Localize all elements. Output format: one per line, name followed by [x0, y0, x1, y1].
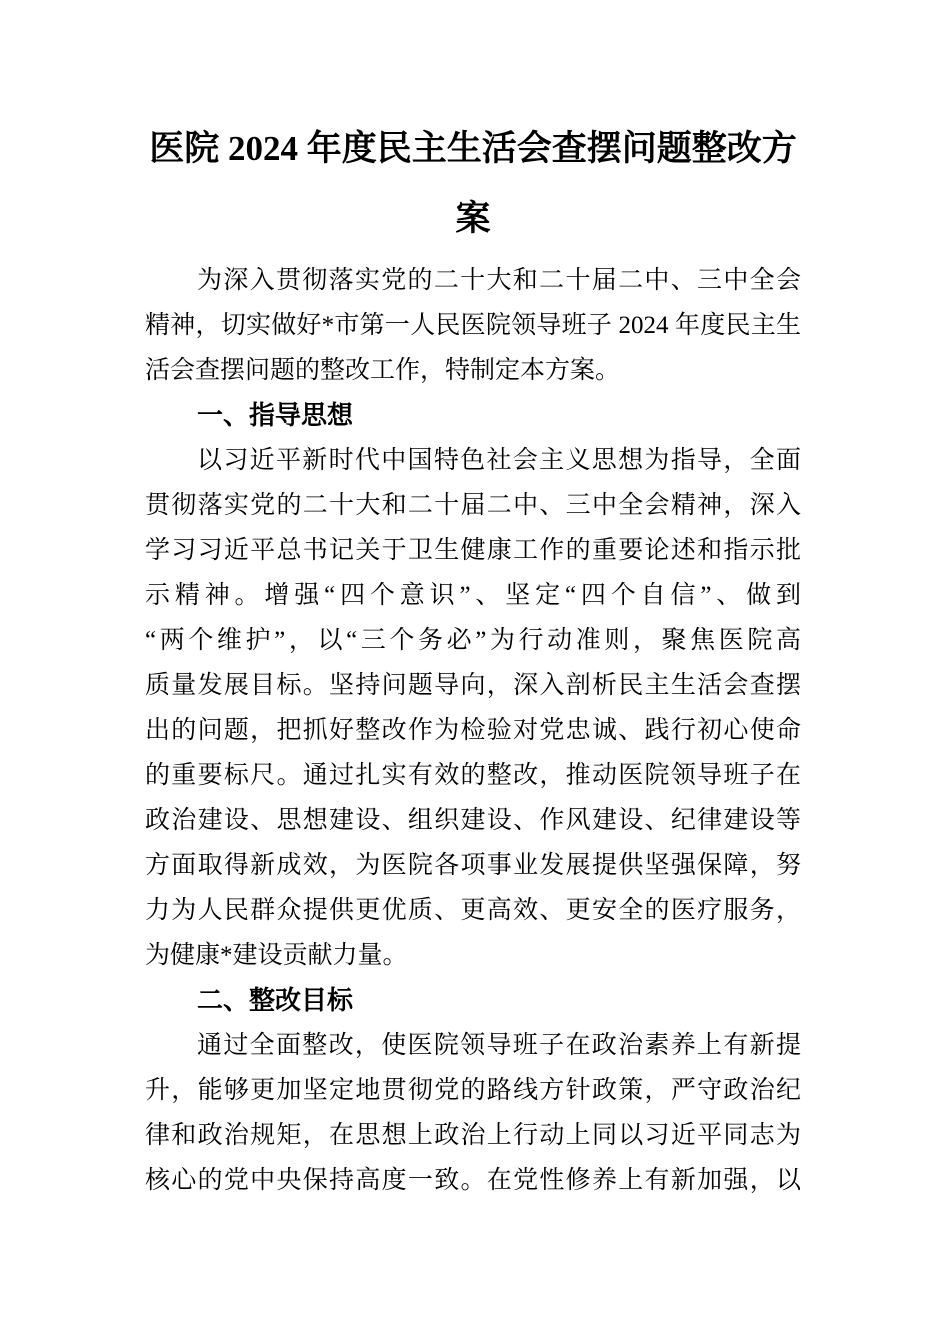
paragraph-line: 升，能够更加坚定地贯彻党的路线方针政策，严守政治纪 — [145, 1077, 801, 1104]
paragraph-line: 政治建设、思想建设、组织建设、作风建设、纪律建设等 — [145, 807, 801, 834]
paragraph-line: 精神，切实做好*市第一人民医院领导班子 2024 年度民主生 — [145, 312, 801, 339]
paragraph-rectification-goals — [145, 1023, 801, 1203]
paragraph-line: 为深入贯彻落实党的二十大和二十届二中、三中全会 — [197, 267, 801, 294]
paragraph-line: 律和政治规矩，在思想上政治上行动上同以习近平同志为 — [145, 1122, 801, 1149]
paragraph-line: 方面取得新成效，为医院各项事业发展提供坚强保障，努 — [145, 852, 801, 879]
section-heading-rectification-goals: 二、整改目标 — [197, 985, 354, 1015]
paragraph-line: 出的问题，把抓好整改作为检验对党忠诚、践行初心使命 — [145, 717, 801, 744]
paragraph-line: 力为人民群众提供更优质、更高效、更安全的医疗服务， — [145, 897, 801, 924]
paragraph-line: 核心的党中央保持高度一致。在党性修养上有新加强，以 — [145, 1167, 801, 1194]
paragraph-line: 学习习近平总书记关于卫生健康工作的重要论述和指示批 — [145, 537, 801, 564]
paragraph-line: 质量发展目标。坚持问题导向，深入剖析民主生活会查摆 — [145, 672, 801, 699]
document-title-line: 案 — [455, 199, 491, 238]
paragraph-line: 为健康*建设贡献力量。 — [145, 942, 408, 969]
document-title-line: 医院 2024 年度民主生活会查摆问题整改方 — [149, 129, 797, 168]
section-heading-guiding-ideology: 一、指导思想 — [197, 400, 354, 430]
paragraph-guiding-ideology — [145, 438, 801, 978]
paragraph-line: 通过全面整改，使医院领导班子在政治素养上有新提 — [197, 1032, 801, 1059]
paragraph-line: 以习近平新时代中国特色社会主义思想为指导，全面 — [197, 447, 801, 474]
paragraph-line: “两个维护”，以“三个务必”为行动准则，聚焦医院高 — [145, 627, 801, 654]
paragraph-line: 的重要标尺。通过扎实有效的整改，推动医院领导班子在 — [145, 762, 801, 789]
paragraph-intro — [145, 258, 801, 393]
paragraph-line: 活会查摆问题的整改工作，特制定本方案。 — [145, 357, 621, 384]
document-title — [145, 114, 801, 254]
paragraph-line: 示精神。增强“四个意识”、坚定“四个自信”、做到 — [145, 582, 801, 609]
paragraph-line: 贯彻落实党的二十大和二十届二中、三中全会精神，深入 — [145, 492, 801, 519]
